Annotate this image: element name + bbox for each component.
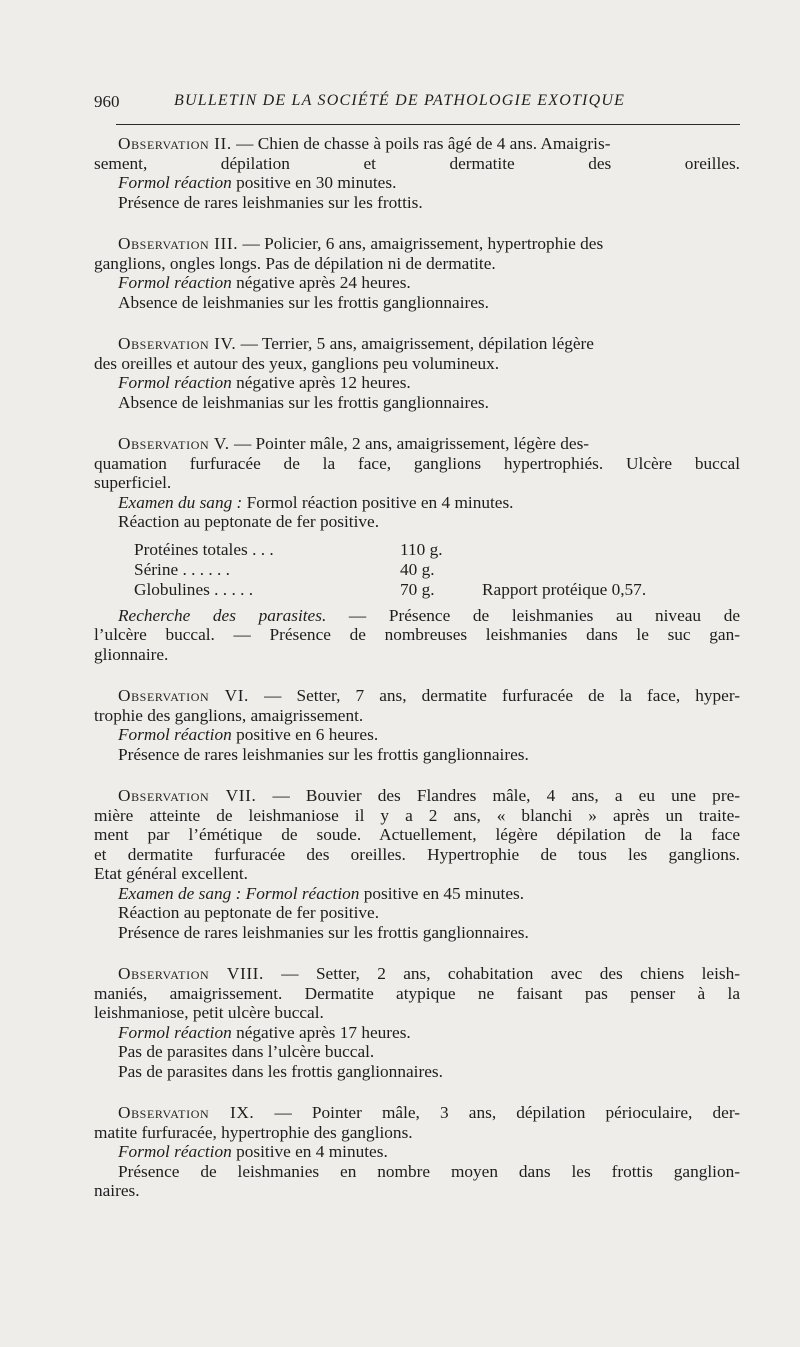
obs8-label: Observation VIII.	[118, 964, 264, 983]
obs9-formol-label: Formol réaction	[118, 1142, 232, 1161]
obs5-recherche-label: Recherche des parasites.	[118, 605, 327, 625]
obs7-examen-label: Examen de sang : Formol réaction	[118, 883, 360, 903]
obs4-label: Observation IV.	[118, 334, 237, 353]
protein-label: Protéines totales . . .	[134, 539, 274, 559]
obs7-line-5: Etat général excellent.	[94, 864, 249, 883]
obs9-line-5: naires.	[94, 1181, 140, 1200]
page-header	[94, 88, 744, 116]
obs8-text-1: — Setter, 2 ans, cohabitation avec des chiens leish-	[263, 964, 740, 983]
observation-4	[94, 334, 740, 412]
obs2-line-1	[94, 134, 740, 154]
obs6-line-1	[94, 686, 740, 706]
obs2-line-4: Présence de rares leishmanies sur les frottis.	[118, 192, 423, 212]
obs7-line-6	[94, 884, 740, 904]
obs3-formol-label: Formol réaction	[118, 273, 232, 292]
obs4-line-4: Absence de leishmanias sur les frottis ganglionnaires.	[118, 392, 489, 412]
obs6-line-4: Présence de rares leishmanies sur les frottis ganglionnaires.	[118, 744, 529, 764]
obs4-text-1: — Terrier, 5 ans, amaigrissement, dépilation légère	[236, 334, 594, 353]
page-number: 960	[94, 92, 120, 111]
obs5-text-4: Formol réaction positive en 4 minutes.	[242, 492, 514, 512]
obs4-line-2: des oreilles et autour des yeux, ganglions peu volumineux.	[94, 353, 500, 373]
protein-row	[134, 560, 740, 580]
obs2-text-1: — Chien de chasse à poils ras âgé de 4 ans. Amaigris-	[231, 134, 611, 153]
obs5-line-6	[94, 606, 740, 626]
obs6-line-3	[94, 725, 740, 745]
observation-5	[94, 434, 740, 664]
obs9-line-3	[94, 1142, 740, 1162]
obs7-text-1: — Bouvier des Flandres mâle, 4 ans, a eu une pre-	[256, 786, 740, 805]
obs4-formol-label: Formol réaction	[118, 373, 232, 392]
obs6-line-2: trophie des ganglions, amaigrissement.	[94, 705, 364, 725]
observation-2	[94, 134, 740, 212]
protein-label: Globulines . . . . .	[134, 579, 254, 599]
obs5-line-4	[94, 493, 740, 513]
obs6-text-1: — Setter, 7 ans, dermatite furfuracée de la face, hyper-	[248, 686, 740, 705]
protein-value: 110 g.	[400, 539, 443, 559]
obs9-line-1	[94, 1103, 740, 1123]
obs5-text-1: — Pointer mâle, 2 ans, amaigrissement, légère des-	[229, 434, 590, 453]
obs2-line-2: sement, dépilation et dermatite des oreilles.	[94, 153, 740, 173]
obs5-line-2: quamation furfuracée de la face, ganglions hypertrophiés. Ulcère buccal	[94, 453, 740, 473]
obs5-examen-label: Examen du sang :	[118, 492, 243, 512]
obs5-line-5: Réaction au peptonate de fer positive.	[118, 512, 380, 531]
obs2-formol-label: Formol réaction	[118, 173, 232, 192]
protein-row	[134, 540, 740, 560]
obs8-line-3: leishmaniose, petit ulcère buccal.	[94, 1003, 324, 1022]
observation-9	[94, 1103, 740, 1201]
protein-value: 70 g.	[400, 579, 435, 599]
article-body	[94, 134, 740, 1223]
obs8-line-5: Pas de parasites dans l’ulcère buccal.	[118, 1042, 375, 1061]
obs7-line-8: Présence de rares leishmanies sur les frottis ganglionnaires.	[118, 922, 529, 942]
obs6-text-3: positive en 6 heures.	[231, 725, 379, 744]
obs3-line-1	[94, 234, 740, 254]
obs9-label: Observation IX.	[118, 1103, 255, 1122]
obs7-label: Observation VII.	[118, 786, 257, 805]
obs3-line-3	[94, 273, 740, 293]
obs3-label: Observation III.	[118, 234, 239, 253]
observation-6	[94, 686, 740, 764]
protein-label: Sérine . . . . . .	[134, 559, 230, 579]
obs8-formol-label: Formol réaction	[118, 1022, 232, 1042]
observation-7	[94, 786, 740, 942]
obs7-line-2: mière atteinte de leishmaniose il y a 2 ans, « blanchi » après un traite-	[94, 805, 740, 825]
obs5-line-8: glionnaire.	[94, 644, 169, 664]
obs8-line-2: maniés, amaigrissement. Dermatite atypique ne faisant pas penser à la	[94, 983, 740, 1003]
obs5-line-3: superficiel.	[94, 473, 172, 492]
obs7-line-4: et dermatite furfuracée des oreilles. Hypertrophie de tous les ganglions.	[94, 844, 740, 864]
obs5-label: Observation V.	[118, 434, 230, 453]
obs2-text-3: positive en 30 minutes.	[231, 173, 397, 192]
obs5-text-6: — Présence de leishmanies au niveau de	[326, 605, 741, 625]
obs7-line-3: ment par l’émétique de soude. Actuellement, légère dépilation de la face	[94, 825, 740, 844]
obs4-line-3	[94, 373, 740, 393]
protein-value: 40 g.	[400, 559, 435, 579]
protein-table	[94, 540, 740, 600]
observation-3	[94, 234, 740, 312]
obs7-text-6: positive en 45 minutes.	[359, 883, 525, 903]
obs5-line-7: l’ulcère buccal. — Présence de nombreuses leishmanies dans le suc gan-	[94, 625, 740, 644]
header-rule	[116, 124, 740, 125]
obs5-line-1	[94, 434, 740, 454]
protein-ratio: Rapport protéique 0,57.	[482, 579, 647, 599]
observation-8	[94, 964, 740, 1081]
protein-row	[134, 580, 740, 600]
obs8-text-4: négative après 17 heures.	[231, 1022, 411, 1042]
obs9-line-2: matite furfuracée, hypertrophie des ganglions.	[94, 1122, 413, 1142]
obs3-line-4: Absence de leishmanies sur les frottis ganglionnaires.	[118, 292, 489, 312]
obs3-text-1: — Policier, 6 ans, amaigrissement, hypertrophie des	[238, 234, 604, 253]
obs7-line-7: Réaction au peptonate de fer positive.	[118, 903, 380, 922]
obs4-line-1	[94, 334, 740, 354]
running-title: BULLETIN DE LA SOCIÉTÉ DE PATHOLOGIE EXOTIQUE	[174, 92, 626, 109]
obs3-line-2: ganglions, ongles longs. Pas de dépilation ni de dermatite.	[94, 253, 496, 273]
obs9-text-1: — Pointer mâle, 3 ans, dépilation périoculaire, der-	[254, 1103, 740, 1122]
obs9-text-3: positive en 4 minutes.	[231, 1142, 388, 1161]
obs3-text-3: négative après 24 heures.	[231, 273, 411, 292]
obs8-line-6: Pas de parasites dans les frottis ganglionnaires.	[118, 1061, 443, 1081]
obs9-line-4: Présence de leishmanies en nombre moyen dans les frottis ganglion-	[118, 1161, 740, 1181]
obs2-line-3	[94, 173, 740, 193]
obs2-label: Observation II.	[118, 134, 232, 153]
obs8-line-1	[94, 964, 740, 984]
obs7-line-1	[94, 786, 740, 806]
obs6-formol-label: Formol réaction	[118, 725, 232, 744]
obs8-line-4	[94, 1023, 740, 1043]
obs4-text-3: négative après 12 heures.	[231, 373, 411, 392]
obs6-label: Observation VI.	[118, 686, 249, 705]
